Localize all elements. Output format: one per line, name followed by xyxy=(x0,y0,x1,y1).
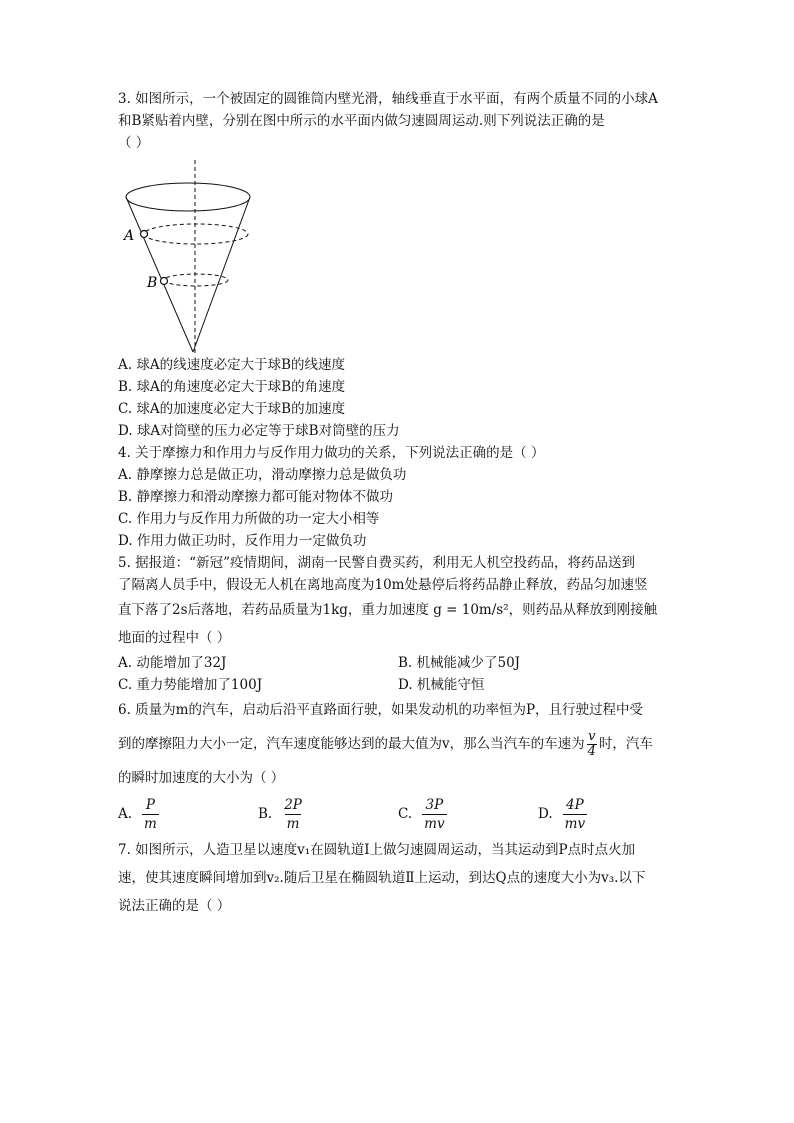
q6-option-b-numerator: 2P xyxy=(284,796,302,813)
ball-a xyxy=(141,231,148,238)
q4-option-b: B. 静摩擦力和滑动摩擦力都可能对物体不做功 xyxy=(118,489,394,505)
q5-stem-line-4: 地面的过程中（ ） xyxy=(118,630,231,646)
q6-option-d-numerator: 4P xyxy=(566,796,584,813)
q6-option-a-fraction xyxy=(142,796,159,833)
q6-stem-line-3: 的瞬时加速度的大小为（ ） xyxy=(118,770,285,786)
q6-option-a-label: A. xyxy=(118,806,133,822)
q5-options-row-1 xyxy=(118,652,678,674)
q6-option-d-denominator: mv xyxy=(564,815,586,832)
q6-option-b-fraction xyxy=(282,796,304,833)
q6-option-a-denominator: m xyxy=(144,815,157,832)
q7-stem-line-3: 说法正确的是（ ） xyxy=(118,898,231,914)
q3-option-d: D. 球A对筒壁的压力必定等于球B对筒壁的压力 xyxy=(118,423,400,439)
q6-options-row xyxy=(118,792,678,836)
q4-stem: 4. 关于摩擦力和作用力与反作用力做功的关系，下列说法正确的是（ ） xyxy=(118,445,545,461)
q7-stem-line-2: 速，使其速度瞬间增加到v₂.随后卫星在椭圆轨道Ⅱ上运动，到达Q点的速度大小为v₃.以下 xyxy=(118,870,646,886)
ball-a-label: A xyxy=(124,228,135,244)
q6-stem-line-2-text-a: 到的摩擦阻力大小一定，汽车速度能够达到的最大值为v，那么当汽车的车速为 xyxy=(118,736,585,752)
q4-option-d: D. 作用力做正功时，反作用力一定做负功 xyxy=(118,533,367,549)
q5-option-b: B. 机械能减少了50J xyxy=(398,655,521,671)
q6-inline-fraction xyxy=(587,730,597,759)
q6-option-c-label: C. xyxy=(398,806,413,822)
orbit-b-ellipse xyxy=(164,274,228,286)
q5-stem-line-3: 直下落了2s后落地，若药品质量为1kg，重力加速度 g = 10m/s²，则药品从释放到刚接触 xyxy=(118,602,658,618)
q6-option-b-label: B. xyxy=(258,806,273,822)
q6-option-b-denominator: m xyxy=(286,815,300,832)
q5-stem-line-2: 了隔离人员手中，假设无人机在离地高度为10m处悬停后将药品静止释放，药品匀加速竖 xyxy=(118,577,648,593)
q6-stem-line-1: 6. 质量为m的汽车，启动后沿平直路面行驶，如果发动机的功率恒为P，且行驶过程中受 xyxy=(118,702,644,718)
q6-inline-fraction-numerator: v xyxy=(588,729,596,744)
q3-option-c: C. 球A的加速度必定大于球B的加速度 xyxy=(118,401,346,417)
q6-stem-line-2-text-b: 时，汽车 xyxy=(598,736,653,752)
q6-option-c-numerator: 3P xyxy=(425,796,444,813)
q6-option-c xyxy=(398,796,538,833)
q5-option-d: D. 机械能守恒 xyxy=(398,677,485,693)
q6-option-d-label: D. xyxy=(538,806,553,822)
q6-option-c-fraction xyxy=(422,796,446,833)
q6-option-b xyxy=(258,796,398,833)
q3-option-b: B. 球A的角速度必定大于球B的角速度 xyxy=(118,379,346,395)
orbit-a-ellipse xyxy=(144,224,248,244)
cone-top-rim xyxy=(126,183,250,211)
q6-option-a-numerator: P xyxy=(145,796,155,813)
ball-b xyxy=(161,278,168,285)
q3-stem-line-1: 3. 如图所示，一个被固定的圆锥筒内壁光滑，轴线垂直于水平面，有两个质量不同的小球A xyxy=(118,91,658,107)
ball-b-label: B xyxy=(147,275,158,291)
q5-option-a: A. 动能增加了32J xyxy=(118,655,227,671)
q5-stem-line-1: 5. 据报道：“新冠”疫情期间，湖南一民警自费买药，利用无人机空投药品，将药品送到 xyxy=(118,555,635,571)
q3-stem-line-3: （ ） xyxy=(118,135,150,151)
q6-option-a xyxy=(118,796,258,833)
q4-option-c: C. 作用力与反作用力所做的功一定大小相等 xyxy=(118,511,380,527)
q3-option-a: A. 球A的线速度必定大于球B的线速度 xyxy=(118,357,346,373)
q6-inline-fraction-denominator: 4 xyxy=(587,744,596,759)
q3-stem-line-2: 和B紧贴着内壁，分别在图中所示的水平面内做匀速圆周运动.则下列说法正确的是 xyxy=(118,113,605,129)
q5-option-c: C. 重力势能增加了100J xyxy=(118,677,263,693)
q5-options-row-2 xyxy=(118,674,678,696)
q6-option-d-fraction xyxy=(563,796,587,833)
q4-option-a: A. 静摩擦力总是做正功，滑动摩擦力总是做负功 xyxy=(118,467,407,483)
q6-option-d xyxy=(538,796,678,833)
q6-stem-line-2 xyxy=(118,724,678,764)
q7-stem-line-1: 7. 如图所示，人造卫星以速度v₁在圆轨道Ⅰ上做匀速圆周运动，当其运动到P点时点火加 xyxy=(118,842,636,858)
q6-option-c-denominator: mv xyxy=(424,815,445,832)
cone-figure xyxy=(118,160,268,360)
